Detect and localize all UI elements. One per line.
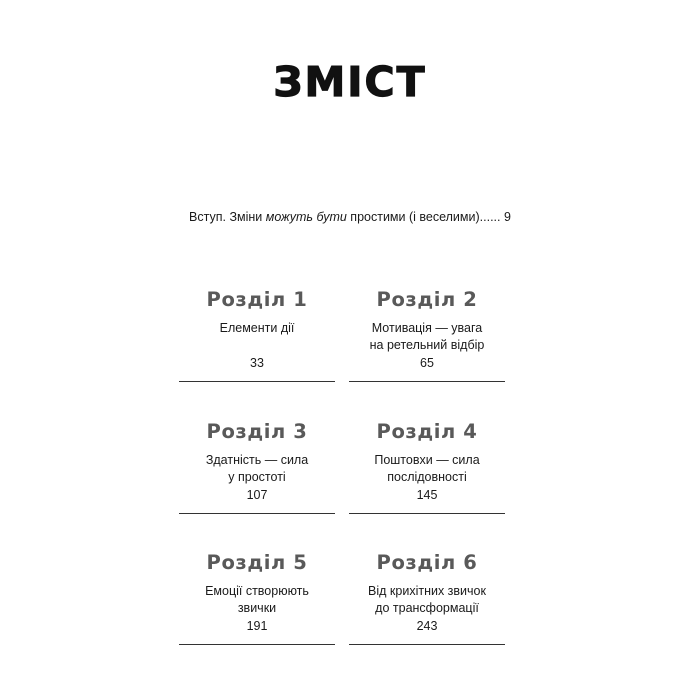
chapter-title xyxy=(179,452,335,485)
chapter-page-number: 33 xyxy=(250,356,264,370)
intro-leader-dots: ...... xyxy=(479,210,501,224)
chapter-entry xyxy=(179,288,335,371)
chapter-divider xyxy=(179,644,335,645)
chapter-entry xyxy=(349,551,505,634)
chapter-title-line: у простоті xyxy=(228,469,286,484)
chapter-title-line: звички xyxy=(237,600,277,615)
page-title: ЗМІСТ xyxy=(273,58,427,106)
intro-page-number: 9 xyxy=(503,210,511,224)
chapter-entry xyxy=(349,420,505,503)
chapter-divider xyxy=(179,513,335,514)
chapter-page-number: 145 xyxy=(416,488,438,502)
chapter-title-line: Мотивація — увага xyxy=(371,321,483,335)
chapter-divider xyxy=(349,644,505,645)
chapter-divider xyxy=(179,381,335,382)
intro-entry xyxy=(0,210,700,224)
chapter-title xyxy=(179,583,335,616)
chapter-entry xyxy=(179,551,335,634)
chapter-title-line: Здатність — сила xyxy=(205,453,309,467)
chapter-title-line: Від крихітних звичок xyxy=(368,584,486,598)
chapter-title-line: на ретельний відбір xyxy=(369,337,485,352)
chapter-heading: Розділ 2 xyxy=(376,288,478,311)
chapter-title-line: послідовності xyxy=(387,469,467,484)
chapter-title-line: Елементи дії xyxy=(219,321,295,335)
chapter-entry xyxy=(179,420,335,503)
chapter-title xyxy=(349,583,505,616)
chapter-title-line: до трансформації xyxy=(375,600,479,615)
intro-text-prefix: Вступ. Зміни xyxy=(189,210,266,224)
chapter-entry xyxy=(349,288,505,371)
chapter-title-line: Емоції створюють xyxy=(205,584,309,598)
intro-text-suffix: простими (і веселими) xyxy=(346,210,480,224)
chapter-heading: Розділ 5 xyxy=(206,551,308,574)
chapter-divider xyxy=(349,381,505,382)
chapter-title xyxy=(349,320,505,353)
chapter-page-number: 191 xyxy=(246,619,268,633)
chapter-heading: Розділ 3 xyxy=(206,420,308,443)
chapter-title xyxy=(349,452,505,485)
chapter-heading: Розділ 1 xyxy=(206,288,308,311)
chapter-title xyxy=(179,320,335,353)
chapter-page-number: 65 xyxy=(420,356,434,370)
chapter-page-number: 107 xyxy=(246,488,268,502)
chapter-heading: Розділ 4 xyxy=(376,420,478,443)
intro-text-italic: можуть бути xyxy=(265,210,347,224)
chapter-page-number: 243 xyxy=(416,619,438,633)
chapter-heading: Розділ 6 xyxy=(376,551,478,574)
chapter-divider xyxy=(349,513,505,514)
chapter-title-line: Поштовхи — сила xyxy=(374,453,480,467)
